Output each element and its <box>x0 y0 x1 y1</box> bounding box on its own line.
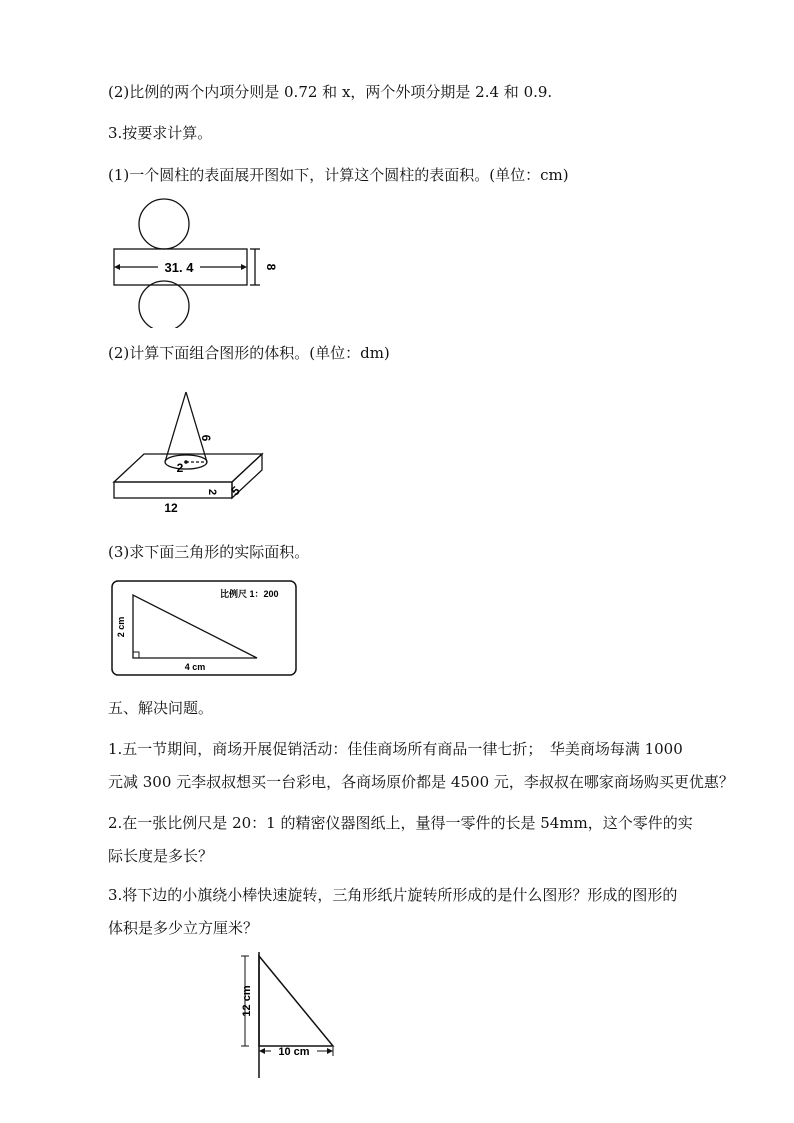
scale-label: 比例尺 1：200 <box>220 589 279 599</box>
cuboid-length-label: 12 <box>164 501 178 515</box>
problem-1-line-2: 元减 300 元李叔叔想买一台彩电，各商场原价都是 4500 元，李叔叔在哪家商场购买更优惠？ <box>108 773 734 791</box>
right-angle-marker <box>133 652 139 658</box>
section-five-heading: 五、解决问题。 <box>108 699 214 717</box>
sub-question-3-area: (3)求下面三角形的实际面积。 <box>108 543 310 561</box>
cylinder-net-figure <box>108 198 278 328</box>
sub-question-2-volume: (2)计算下面组合图形的体积。(单位：dm) <box>108 344 390 362</box>
cone-radius-label: 2 <box>176 461 184 475</box>
cone-on-cuboid-figure <box>108 386 278 516</box>
problem-3-line-2: 体积是多少立方厘米？ <box>108 919 259 937</box>
problem-2-line-1: 2.在一张比例尺是 20：1 的精密仪器图纸上，量得一零件的长是 54mm，这个零件的实 <box>108 814 693 832</box>
cuboid-top <box>114 454 262 482</box>
triangle-height-label: 2 cm <box>116 616 126 638</box>
flag-height-label: 12 cm <box>241 985 253 1017</box>
triangle-base-label: 4 cm <box>184 662 206 672</box>
problem-1-line-1: 1.五一节期间，商场开展促销活动：佳佳商场所有商品一律七折； 华美商场每满 1000 <box>108 740 683 758</box>
flag-base-label: 10 cm <box>278 1046 310 1058</box>
cone-left-edge <box>165 392 186 462</box>
scale-triangle-figure <box>110 579 300 679</box>
cuboid-width-label: 5 <box>228 483 243 499</box>
sub-question-1-cylinder: (1)一个圆柱的表面展开图如下，计算这个圆柱的表面积。(单位：cm) <box>108 166 569 184</box>
flag-triangle-figure <box>235 948 345 1083</box>
cone-slant-label: 6 <box>199 434 213 442</box>
sub-question-2-ratio: (2)比例的两个内项分则是 0.72 和 x，两个外项分期是 2.4 和 0.9. <box>108 83 553 101</box>
cuboid-height-label: 2 <box>206 488 218 496</box>
question-3-heading: 3.按要求计算。 <box>108 124 213 142</box>
flag-triangle <box>259 956 333 1046</box>
cylinder-length-label: 31. 4 <box>164 260 194 275</box>
cylinder-height-label: 8 <box>264 263 278 271</box>
problem-2-line-2: 际长度是多长？ <box>108 847 214 865</box>
cone-right-edge <box>186 392 207 462</box>
right-triangle <box>133 595 257 658</box>
top-circle <box>139 199 189 249</box>
bottom-circle <box>139 281 189 328</box>
problem-3-line-1: 3.将下边的小旗绕小棒快速旋转，三角形纸片旋转所形成的是什么图形？形成的图形的 <box>108 886 678 904</box>
